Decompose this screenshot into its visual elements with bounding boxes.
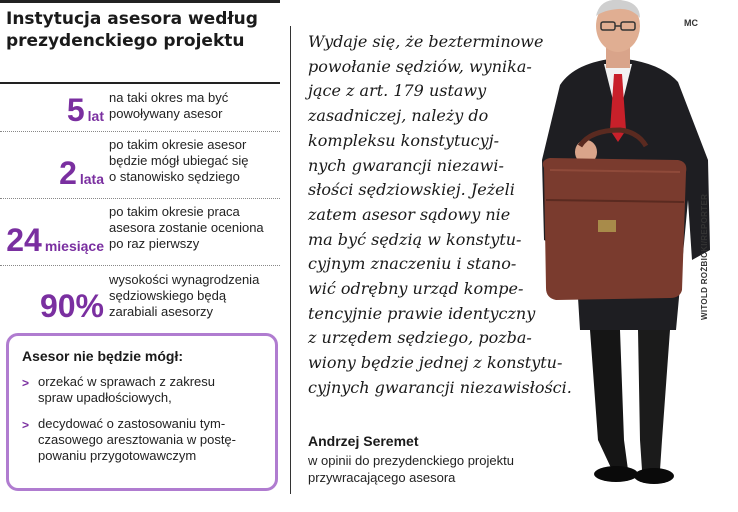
title-line-2: prezydenckiego projektu — [6, 31, 245, 51]
title-rule — [0, 82, 280, 84]
top-rule — [0, 0, 280, 3]
stat-value: 5 lat — [66, 92, 104, 128]
stat-description: po takim okresie asesor będzie mógł ubiegać się o stanowisko sędziego — [109, 137, 249, 184]
stat-description: po takim okresie praca asesora zostanie oceniona po raz pierwszy — [109, 204, 264, 251]
quote-author: Andrzej Seremet — [308, 433, 419, 449]
stat-5-lat — [0, 90, 280, 130]
divider — [0, 265, 280, 266]
stat-90-percent — [0, 272, 280, 328]
box-item: > orzekać w sprawach z zakresu spraw upadłościowych, — [22, 374, 216, 405]
bullet-icon: > — [22, 376, 30, 390]
box-item: > decydować o zastosowaniu tym- czasowego aresztowania w postę- powaniu przygotowawczym — [22, 416, 236, 463]
author-role: w opinii do prezydenckiego projektu przywracającego asesora — [308, 453, 514, 485]
stat-description: na taki okres ma być powoływany asesor — [109, 90, 229, 121]
stat-2-lata — [0, 137, 280, 193]
divider — [0, 131, 280, 132]
quote-text: Wydaje się, że bezterminowe powołanie sędziów, wynika- jące z art. 179 ustawy zasadniczej, należy do kompleksu konstytucyj- nych gwarancji niezawi- słości sędziowskiej. Jeżeli zatem asesor sądowy nie ma być sędzią w konstytu- cyjnym znaczeniu i stano- wić odrębny urząd kompe- tencyjnie prawie identyczny z urzędem sędziego, pozba- wiony będzie jednej z konstytu- cyjnych gwarancji niezawisłości. — [308, 32, 572, 397]
divider — [0, 198, 280, 199]
title-line-1: Instytucja asesora według — [6, 9, 258, 29]
column-divider — [290, 26, 291, 494]
photo-credit: WITOLD ROŻBICKI/REPORTER — [700, 193, 709, 320]
bullet-icon: > — [22, 418, 30, 432]
stat-description: wysokości wynagrodzenia sędziowskiego będą zarabiali asesorzy — [109, 272, 260, 319]
stat-value: 2 lata — [59, 155, 104, 191]
stat-24-miesiace — [0, 204, 280, 260]
infographic-title — [6, 8, 278, 52]
stat-value: 24 miesiące — [6, 222, 104, 258]
stat-value: 90% — [39, 288, 104, 324]
box-title: Asesor nie będzie mógł: — [22, 348, 184, 364]
author-initials: MC — [684, 18, 698, 28]
